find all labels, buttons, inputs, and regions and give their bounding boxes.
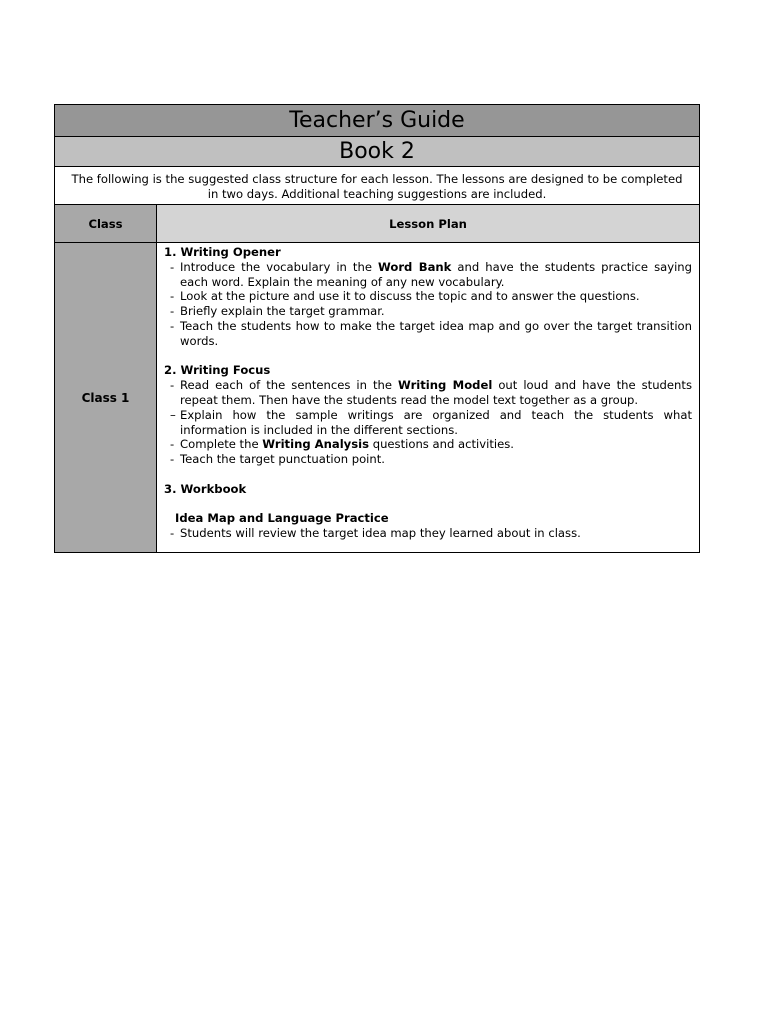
teachers-guide-table: [54, 104, 700, 553]
list-item: - Teach the target punctuation point.: [170, 452, 385, 467]
bullet-dash: -: [170, 526, 175, 541]
bullet-dash: -: [170, 318, 175, 333]
bullet-dash: -: [170, 259, 175, 274]
list-item: - Complete the Writing Analysis questions and activities.: [170, 437, 514, 452]
bullet-dash: -: [170, 452, 175, 467]
list-item: - Teach the students how to make the target idea map and go over the target transition words.: [170, 318, 692, 348]
bullet-dash: -: [170, 304, 175, 319]
list-item: - Read each of the sentences in the Writing Model out loud and have the students repeat them. Then have the students read the model text together as a group.: [170, 378, 692, 407]
intro-text: The following is the suggested class structure for each lesson. The lessons are designed to be completed in two days. Additional teaching suggestions are included.: [55, 167, 699, 205]
section-title-writing-opener: 1. Writing Opener: [164, 245, 281, 259]
lesson-plan-content: [157, 243, 699, 552]
class-label: Class 1: [55, 243, 157, 552]
guide-title: Teacher’s Guide: [55, 105, 699, 137]
list-item: - Students will review the target idea map they learned about in class.: [170, 526, 581, 541]
section-title-workbook: 3. Workbook: [164, 481, 247, 496]
list-item: - Look at the picture and use it to discuss the topic and to answer the questions.: [170, 289, 640, 304]
bullet-dash: -: [170, 378, 175, 393]
list-item: - Introduce the vocabulary in the Word Bank and have the students practice saying each word. Explain the meaning of any new vocabulary.: [170, 259, 693, 289]
list-item: – Explain how the sample writings are organized and teach the students what information is included in the different sections.: [170, 407, 692, 437]
section-title-writing-focus: 2. Writing Focus: [164, 363, 271, 378]
bullet-dash: -: [170, 437, 175, 452]
list-item: - Briefly explain the target grammar.: [170, 304, 385, 319]
subsection-title-idea-map: Idea Map and Language Practice: [175, 511, 389, 526]
column-header-lesson-plan: Lesson Plan: [157, 205, 699, 243]
bullet-dash: –: [170, 407, 176, 422]
column-header-class: Class: [55, 205, 157, 243]
book-title: Book 2: [55, 137, 699, 167]
lesson-grid: [55, 205, 699, 552]
bullet-dash: -: [170, 289, 175, 304]
